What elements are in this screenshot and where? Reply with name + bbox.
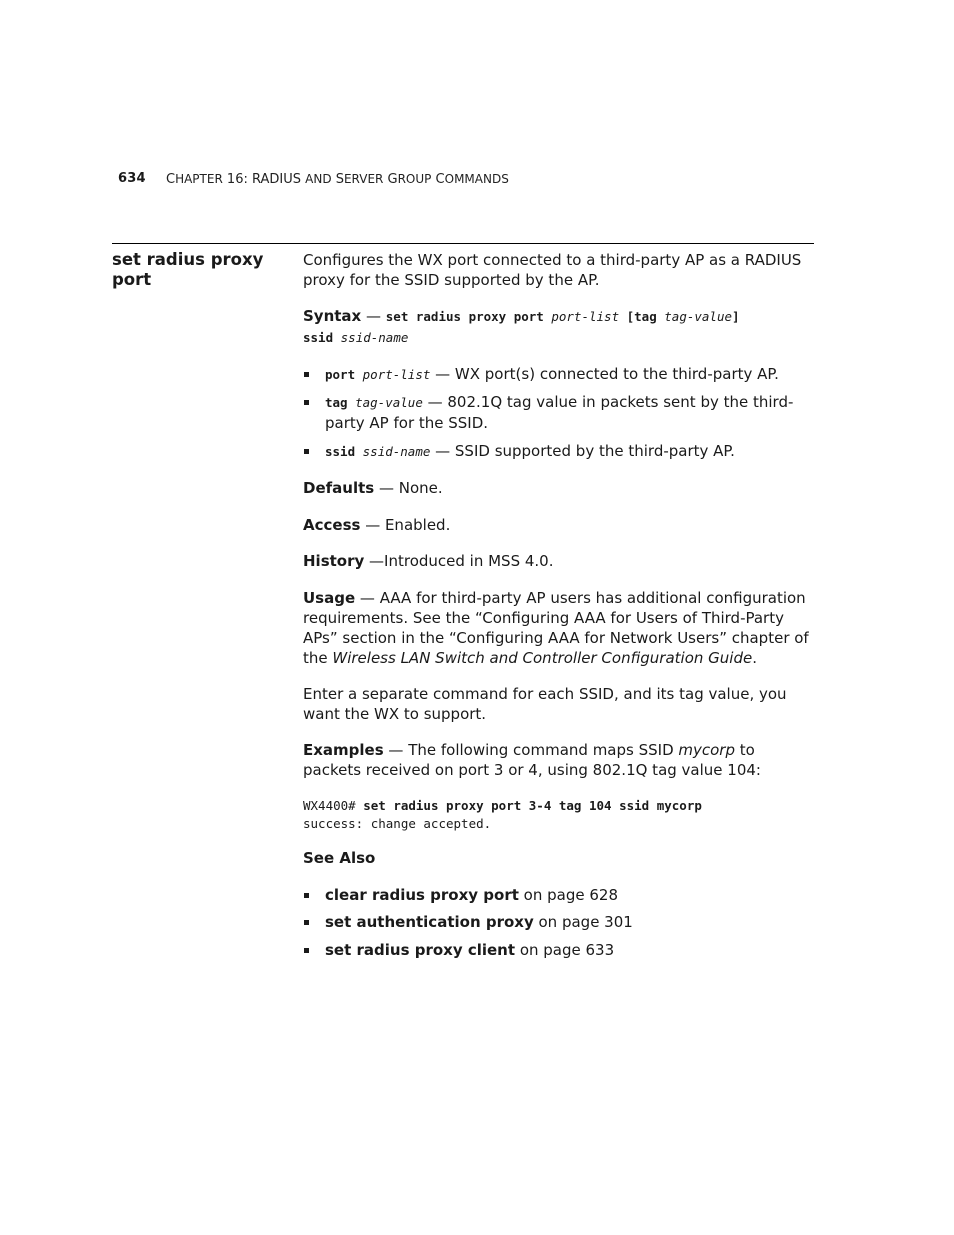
- bullet-icon: [304, 948, 309, 953]
- parameter-list: [303, 364, 815, 462]
- code-line-command: WX4400# set radius proxy port 3-4 tag 104 ssid mycorp: [303, 798, 702, 813]
- see-also-link[interactable]: set authentication proxy: [325, 913, 534, 931]
- command-body: [303, 250, 815, 960]
- bullet-icon: [304, 372, 309, 377]
- list-item: port port-list — WX port(s) connected to the third-party AP.: [303, 364, 815, 385]
- page-number: 634: [118, 171, 146, 186]
- code-line-output: success: change accepted.: [303, 816, 492, 831]
- list-item: tag tag-value — 802.1Q tag value in packets sent by the third-party AP for the SSID.: [303, 392, 815, 433]
- see-also-item[interactable]: set authentication proxy on page 301: [303, 912, 815, 932]
- bullet-icon: [304, 449, 309, 454]
- syntax-line: Syntax — set radius proxy port port-list [tag tag-value] ssid ssid-name: [303, 307, 740, 345]
- example-code: [303, 797, 815, 833]
- guide-title: Wireless LAN Switch and Controller Configuration Guide: [332, 649, 753, 667]
- defaults-line: Defaults — None.: [303, 479, 443, 497]
- syntax-label: Syntax: [303, 307, 362, 325]
- see-also-list: [303, 885, 815, 960]
- usage-paragraph-2: Enter a separate command for each SSID, and its tag value, you want the WX to support.: [303, 685, 787, 723]
- bullet-icon: [304, 920, 309, 925]
- see-also-link[interactable]: clear radius proxy port: [325, 886, 519, 904]
- syntax-command: set radius proxy port port-list [tag tag-value] ssid ssid-name: [303, 309, 740, 345]
- command-heading: set radius proxy port: [112, 250, 264, 289]
- access-line: Access — Enabled.: [303, 516, 451, 534]
- see-also-item[interactable]: set radius proxy client on page 633: [303, 940, 815, 960]
- bullet-icon: [304, 400, 309, 405]
- list-item: ssid ssid-name — SSID supported by the third-party AP.: [303, 441, 815, 462]
- running-head: CHAPTER 16: RADIUS AND SERVER GROUP COMMANDS: [166, 172, 509, 187]
- section-rule: [112, 243, 814, 244]
- see-also-title: See Also: [303, 849, 376, 867]
- history-line: History —Introduced in MSS 4.0.: [303, 552, 554, 570]
- see-also-item[interactable]: clear radius proxy port on page 628: [303, 885, 815, 905]
- bullet-icon: [304, 893, 309, 898]
- usage-paragraph: Usage — AAA for third-party AP users has additional configuration requirements. See the “Configuring AAA for Users of Third-Party APs” section in the “Configuring AAA for Network Users” chapter of the Wireless LAN Switch and Controller Configuration Guide.: [303, 589, 809, 667]
- command-description: Configures the WX port connected to a third-party AP as a RADIUS proxy for the SSID supported by the AP.: [303, 251, 802, 289]
- see-also-link[interactable]: set radius proxy client: [325, 941, 516, 959]
- examples-paragraph: Examples — The following command maps SSID mycorp to packets received on port 3 or 4, using 802.1Q tag value 104:: [303, 741, 761, 779]
